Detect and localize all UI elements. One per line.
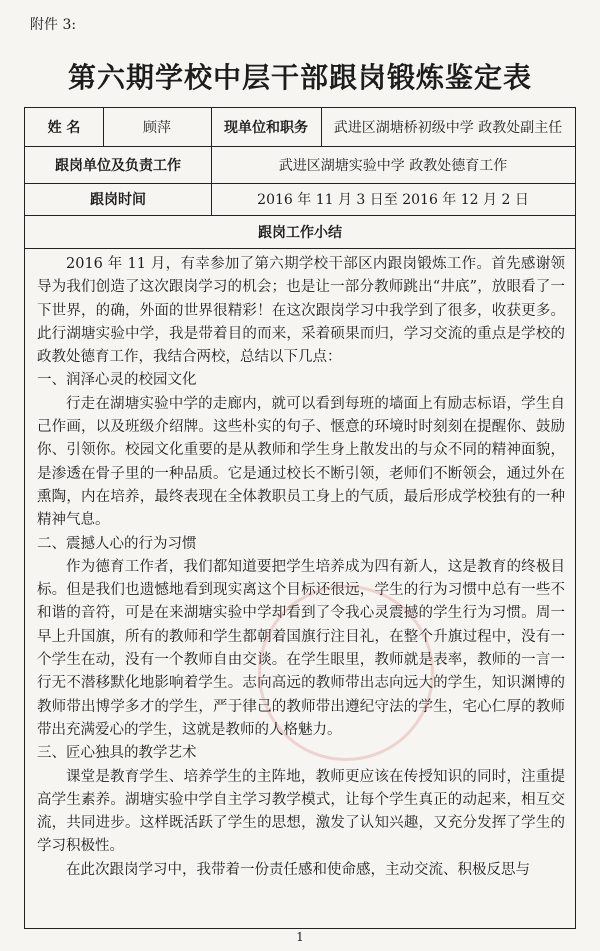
assignment-label: 跟岗单位及负责工作 xyxy=(55,157,181,174)
section2-heading: 二、震撼人心的行为习惯 xyxy=(37,535,197,552)
page-number: 1 xyxy=(296,930,304,944)
section3-paragraph: 课堂是教育学生、培养学生的主阵地，教师更应该在传授知识的同时，注重提高学生素养。湖塘实验中学自主学习教学模式，让每个学生真正的动起来，相互交流，共同进步。这样既活跃了学生的思想，激发了认知兴趣，又充分发挥了学生的学习积极性。 xyxy=(37,768,565,855)
section2-paragraph: 作为德育工作者，我们都知道要把学生培养成为四有新人，这是教育的终极目标。但是我们也遗憾地看到现实离这个目标还很远，学生的行为习惯中总有一些不和谐的音符，可是在来湖塘实验中学却看到了令我心灵震撼的学生行为习惯。周一早上升国旗，所有的教师和学生都朝着国旗行注目礼，在整个升旗过程中，没有一个学生在动，没有一个教师自由交谈。在学生眼里，教师就是表率，教师的一言一行无不潜移默化地影响着学生。志向高远的教师带出志向远大的学生，知识渊博的教师带出博学多才的学生，严于律己的教师带出遵纪守法的学生，宅心仁厚的教师带出充满爱心的学生，这就是教师的人格魅力。 xyxy=(37,558,565,738)
appraisal-form xyxy=(24,107,576,929)
row-assignment xyxy=(25,146,575,184)
period-value: 2016 年 11 月 3 日至 2016 年 12 月 2 日 xyxy=(257,192,529,208)
unit-label: 现单位和职务 xyxy=(224,120,308,136)
page-title: 第六期学校中层干部跟岗锻炼鉴定表 xyxy=(67,61,532,94)
row-name-unit xyxy=(25,108,575,147)
assignment-value: 武进区湖塘实验中学 政教处德育工作 xyxy=(278,157,508,174)
summary-body xyxy=(37,253,565,882)
section1-paragraph: 行走在湖塘实验中学的走廊内，就可以看到每班的墙面上有励志标语，学生自己作画，以及班级介绍牌。这些朴实的句子、惬意的环境时时刻刻在提醒你、鼓励你、引领你。校园文化重要的是从教师和学生身上散发出的与众不同的精神面貌，是渗透在骨子里的一种品质。它是通过校长不断引领，老师们不断领会，通过外在熏陶，内在培养，最终表现在全体教职员工身上的气质，最后形成学校独有的一种精神气息。 xyxy=(37,395,565,529)
name-value: 顾萍 xyxy=(143,120,171,136)
summary-heading: 跟岗工作小结 xyxy=(258,224,342,241)
name-label: 姓 名 xyxy=(47,120,81,136)
row-summary-heading xyxy=(25,215,575,249)
intro-paragraph: 2016 年 11 月，有幸参加了第六期学校干部区内跟岗锻炼工作。首先感谢领导为我们创造了这次跟岗学习的机会；也是让一部分教师跳出“井底”，放眼看了一下世界，的确，外面的世界很精彩！在这次跟岗学习中我学到了很多，收获更多。此行湖塘实验中学，我是带着目的而来，采着硕果而归，学习交流的重点是学校的政教处德育工作，我结合两校，总结以下几点： xyxy=(37,256,565,366)
row-period xyxy=(25,183,575,216)
unit-value: 武进区湖塘桥初级中学 政教处副主任 xyxy=(333,120,563,136)
closing-paragraph: 在此次跟岗学习中，我带着一份责任感和使命感，主动交流、积极反思与 xyxy=(66,861,530,878)
faint-seal-stamp xyxy=(258,585,434,761)
section1-heading: 一、润泽心灵的校园文化 xyxy=(37,372,197,389)
period-label: 跟岗时间 xyxy=(90,192,146,208)
annex-label: 附件 3: xyxy=(30,17,77,33)
section3-heading: 三、匠心独具的教学艺术 xyxy=(37,745,197,762)
